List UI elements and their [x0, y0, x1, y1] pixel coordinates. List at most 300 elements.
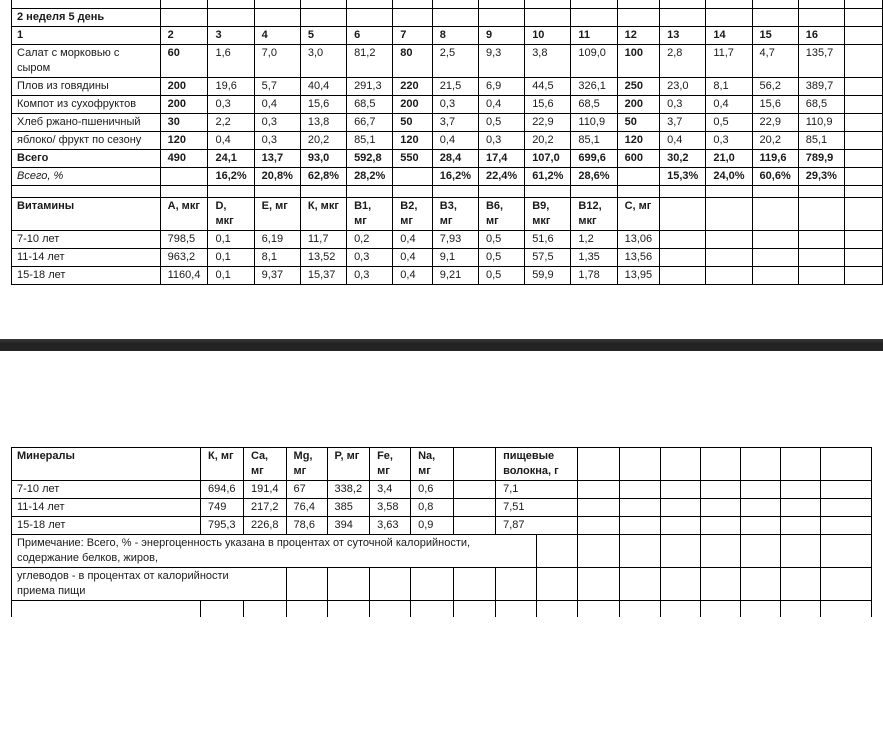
empty-cell: [254, 186, 300, 198]
fiber-column-header: пищевые волокна, г: [496, 448, 578, 481]
mineral-value: 76,4: [286, 499, 327, 517]
food-name: Плов из говядины: [12, 78, 161, 96]
vitamin-value: 15,37: [300, 267, 346, 285]
empty-cell: [844, 27, 882, 45]
column-number: 16: [798, 27, 844, 45]
empty-cell: [752, 186, 798, 198]
note-line: Примечание: Всего, % - энергоценность указана в процентах от суточной калорийности,: [17, 537, 471, 549]
empty-cell: [286, 568, 327, 601]
empty-cell: [620, 499, 661, 517]
empty-cell: [393, 9, 433, 27]
spacer-row: [12, 186, 883, 198]
vitamin-value: 57,5: [525, 249, 571, 267]
food-value: 0,5: [706, 114, 752, 132]
empty-cell: [478, 186, 524, 198]
vitamins-header-row: [12, 198, 883, 231]
empty-cell: [454, 499, 496, 517]
food-value: 0,4: [432, 132, 478, 150]
empty-cell: [752, 249, 798, 267]
empty-cell: [478, 0, 524, 9]
food-value: 0,3: [706, 132, 752, 150]
vitamin-row: [12, 249, 883, 267]
total-percent-value: 15,3%: [660, 168, 706, 186]
food-value: 3,8: [525, 45, 571, 78]
empty-cell: [620, 535, 661, 568]
empty-cell: [661, 517, 701, 535]
total-percent-value: 28,6%: [571, 168, 617, 186]
empty-cell: [781, 499, 821, 517]
mineral-value: 67: [286, 481, 327, 499]
empty-cell: [578, 568, 620, 601]
food-value: 19,6: [208, 78, 254, 96]
food-value: 220: [393, 78, 433, 96]
food-value: 9,3: [478, 45, 524, 78]
empty-cell: [620, 481, 661, 499]
empty-cell: [706, 249, 752, 267]
minerals-table: [11, 447, 872, 617]
empty-cell: [208, 9, 254, 27]
fiber-value: 7,87: [496, 517, 578, 535]
total-value: 28,4: [432, 150, 478, 168]
total-value: 550: [393, 150, 433, 168]
mineral-row: [12, 517, 872, 535]
empty-cell: [254, 0, 300, 9]
food-value: 2,2: [208, 114, 254, 132]
food-value: 200: [617, 96, 660, 114]
empty-cell: [661, 601, 701, 618]
mineral-value: 385: [327, 499, 370, 517]
mineral-value: 217,2: [244, 499, 287, 517]
note-text-2: [12, 568, 287, 601]
empty-cell: [844, 9, 882, 27]
empty-cell: [201, 601, 244, 618]
food-value: 4,7: [752, 45, 798, 78]
total-value: 490: [160, 150, 208, 168]
empty-cell: [454, 448, 496, 481]
food-value: 6,9: [478, 78, 524, 96]
food-value: 0,3: [432, 96, 478, 114]
empty-cell: [661, 481, 701, 499]
food-value: 22,9: [752, 114, 798, 132]
empty-cell: [701, 568, 741, 601]
vitamin-column-header: В3, мг: [432, 198, 478, 231]
empty-cell: [454, 568, 496, 601]
empty-cell: [454, 517, 496, 535]
mineral-value: 226,8: [244, 517, 287, 535]
vitamin-value: 0,5: [478, 267, 524, 285]
vitamin-value: 6,19: [254, 231, 300, 249]
food-value: 68,5: [571, 96, 617, 114]
food-value: 0,4: [478, 96, 524, 114]
food-value: 20,2: [525, 132, 571, 150]
empty-cell: [617, 186, 660, 198]
column-number: 7: [393, 27, 433, 45]
empty-cell: [781, 601, 821, 618]
empty-cell: [844, 249, 882, 267]
empty-cell: [798, 267, 844, 285]
vitamin-row: [12, 231, 883, 249]
empty-cell: [844, 186, 882, 198]
empty-cell: [478, 9, 524, 27]
vitamin-column-header: С, мг: [617, 198, 660, 231]
empty-cell: [578, 535, 620, 568]
empty-cell: [844, 168, 882, 186]
total-value: 107,0: [525, 150, 571, 168]
empty-cell: [752, 0, 798, 9]
vitamins-section-label: Витамины: [12, 198, 161, 231]
partial-row-bottom: [12, 601, 872, 618]
empty-cell: [660, 249, 706, 267]
food-value: 0,3: [478, 132, 524, 150]
note-text-1: [12, 535, 537, 568]
food-value: 250: [617, 78, 660, 96]
mineral-row: [12, 499, 872, 517]
empty-cell: [821, 601, 872, 618]
empty-cell: [300, 186, 346, 198]
mineral-column-header: Mg, мг: [286, 448, 327, 481]
empty-cell: [525, 0, 571, 9]
empty-cell: [844, 150, 882, 168]
empty-cell: [781, 535, 821, 568]
food-value: 0,4: [706, 96, 752, 114]
empty-cell: [821, 448, 872, 481]
food-value: 135,7: [798, 45, 844, 78]
empty-cell: [781, 568, 821, 601]
empty-cell: [706, 231, 752, 249]
food-row: [12, 114, 883, 132]
food-value: 326,1: [571, 78, 617, 96]
empty-cell: [571, 9, 617, 27]
empty-cell: [660, 0, 706, 9]
empty-cell: [798, 0, 844, 9]
empty-cell: [620, 448, 661, 481]
note-row-1: [12, 535, 872, 568]
mineral-value: 394: [327, 517, 370, 535]
partial-row-top: [12, 0, 883, 9]
empty-cell: [537, 601, 578, 618]
vitamin-value: 13,95: [617, 267, 660, 285]
mineral-row: [12, 481, 872, 499]
food-value: 85,1: [347, 132, 393, 150]
food-value: 200: [160, 78, 208, 96]
empty-cell: [844, 198, 882, 231]
empty-cell: [347, 186, 393, 198]
total-value: 24,1: [208, 150, 254, 168]
food-value: 200: [393, 96, 433, 114]
empty-cell: [701, 517, 741, 535]
vitamin-value: 0,3: [347, 267, 393, 285]
note-line: приема пищи: [17, 585, 86, 597]
food-value: 7,0: [254, 45, 300, 78]
vitamin-value: 9,1: [432, 249, 478, 267]
empty-cell: [208, 186, 254, 198]
vitamin-row: [12, 267, 883, 285]
week-day-label: 2 неделя 5 день: [12, 9, 161, 27]
food-value: 20,2: [752, 132, 798, 150]
total-percent-value: 61,2%: [525, 168, 571, 186]
empty-cell: [347, 9, 393, 27]
vitamin-value: 963,2: [160, 249, 208, 267]
food-value: 120: [160, 132, 208, 150]
empty-cell: [411, 568, 454, 601]
food-value: 0,3: [208, 96, 254, 114]
minerals-header-section: [12, 448, 872, 481]
empty-cell: [661, 568, 701, 601]
vitamin-column-header: В1, мг: [347, 198, 393, 231]
empty-cell: [844, 96, 882, 114]
mineral-value: 3,4: [370, 481, 411, 499]
empty-cell: [752, 267, 798, 285]
empty-cell: [661, 535, 701, 568]
empty-cell: [208, 0, 254, 9]
empty-cell: [12, 0, 161, 9]
empty-cell: [496, 601, 537, 618]
empty-cell: [393, 186, 433, 198]
column-number: 12: [617, 27, 660, 45]
mineral-column-header: Fe, мг: [370, 448, 411, 481]
food-value: 50: [393, 114, 433, 132]
vitamin-column-header: Е, мг: [254, 198, 300, 231]
vitamin-column-header: К, мкг: [300, 198, 346, 231]
empty-cell: [571, 0, 617, 9]
vitamin-value: 0,4: [393, 249, 433, 267]
food-row: [12, 132, 883, 150]
food-value: 15,6: [300, 96, 346, 114]
total-percent-value: 20,8%: [254, 168, 300, 186]
food-name: яблоко/ фрукт по сезону: [12, 132, 161, 150]
empty-cell: [327, 568, 370, 601]
empty-cell: [741, 568, 781, 601]
vitamin-value: 7,93: [432, 231, 478, 249]
empty-cell: [12, 186, 161, 198]
food-value: 68,5: [798, 96, 844, 114]
column-number: 1: [12, 27, 161, 45]
empty-cell: [660, 267, 706, 285]
empty-cell: [454, 481, 496, 499]
vitamin-value: 1,35: [571, 249, 617, 267]
empty-cell: [844, 267, 882, 285]
empty-cell: [537, 568, 578, 601]
total-percent-label: Всего, %: [12, 168, 161, 186]
total-percent-value: 60,6%: [752, 168, 798, 186]
food-rows-section: [12, 45, 883, 150]
week-day-row: [12, 9, 883, 27]
vitamin-value: 11,7: [300, 231, 346, 249]
food-value: 13,8: [300, 114, 346, 132]
empty-cell: [160, 186, 208, 198]
vitamin-value: 9,21: [432, 267, 478, 285]
empty-cell: [741, 448, 781, 481]
column-numbers-row: [12, 27, 883, 45]
food-value: 100: [617, 45, 660, 78]
food-value: 15,6: [525, 96, 571, 114]
food-value: 0,4: [660, 132, 706, 150]
food-value: 60: [160, 45, 208, 78]
mineral-value: 3,63: [370, 517, 411, 535]
empty-cell: [821, 499, 872, 517]
empty-cell: [706, 9, 752, 27]
column-number: 5: [300, 27, 346, 45]
food-value: 44,5: [525, 78, 571, 96]
mineral-value: 191,4: [244, 481, 287, 499]
empty-cell: [454, 601, 496, 618]
food-value: 22,9: [525, 114, 571, 132]
vitamin-value: 0,4: [393, 231, 433, 249]
total-row: [12, 150, 883, 168]
vitamin-value: 0,2: [347, 231, 393, 249]
empty-cell: [254, 9, 300, 27]
total-percent-value: [617, 168, 660, 186]
empty-cell: [525, 186, 571, 198]
vitamin-value: 1160,4: [160, 267, 208, 285]
food-value: 110,9: [571, 114, 617, 132]
minerals-header-row: [12, 448, 872, 481]
food-value: 1,6: [208, 45, 254, 78]
empty-cell: [701, 448, 741, 481]
empty-cell: [706, 0, 752, 9]
menu-header-section: [12, 0, 883, 45]
empty-cell: [578, 517, 620, 535]
empty-cell: [370, 568, 411, 601]
total-label: Всего: [12, 150, 161, 168]
empty-cell: [741, 517, 781, 535]
empty-cell: [701, 601, 741, 618]
empty-cell: [844, 132, 882, 150]
empty-cell: [706, 198, 752, 231]
total-percent-value: 29,3%: [798, 168, 844, 186]
food-value: 0,3: [254, 114, 300, 132]
empty-cell: [244, 601, 287, 618]
food-value: 110,9: [798, 114, 844, 132]
vitamin-value: 1,2: [571, 231, 617, 249]
food-value: 30: [160, 114, 208, 132]
column-number: 9: [478, 27, 524, 45]
mineral-value: 78,6: [286, 517, 327, 535]
total-value: 600: [617, 150, 660, 168]
total-value: 789,9: [798, 150, 844, 168]
empty-cell: [525, 9, 571, 27]
empty-cell: [844, 0, 882, 9]
note-line: содержание белков, жиров,: [17, 552, 159, 564]
food-value: 40,4: [300, 78, 346, 96]
age-group-label: 11-14 лет: [12, 249, 161, 267]
food-value: 0,3: [254, 132, 300, 150]
column-number: 14: [706, 27, 752, 45]
food-value: 21,5: [432, 78, 478, 96]
empty-cell: [701, 499, 741, 517]
total-percent-value: 16,2%: [432, 168, 478, 186]
empty-cell: [821, 517, 872, 535]
food-value: 389,7: [798, 78, 844, 96]
mineral-column-header: К, мг: [201, 448, 244, 481]
total-percent-row: [12, 168, 883, 186]
fiber-value: 7,1: [496, 481, 578, 499]
mineral-value: 0,9: [411, 517, 454, 535]
empty-cell: [701, 535, 741, 568]
vitamins-rows-section: [12, 231, 883, 285]
age-group-label: 15-18 лет: [12, 517, 201, 535]
column-number: 11: [571, 27, 617, 45]
menu-nutrition-table: [11, 0, 883, 285]
empty-cell: [798, 249, 844, 267]
empty-cell: [821, 568, 872, 601]
empty-cell: [798, 231, 844, 249]
food-value: 85,1: [798, 132, 844, 150]
empty-cell: [741, 481, 781, 499]
empty-cell: [844, 78, 882, 96]
empty-cell: [300, 0, 346, 9]
mineral-column-header: Na, мг: [411, 448, 454, 481]
empty-cell: [660, 9, 706, 27]
age-group-label: 15-18 лет: [12, 267, 161, 285]
mineral-column-header: Ca, мг: [244, 448, 287, 481]
empty-cell: [393, 0, 433, 9]
empty-cell: [370, 601, 411, 618]
empty-cell: [661, 499, 701, 517]
food-value: 66,7: [347, 114, 393, 132]
food-value: 68,5: [347, 96, 393, 114]
vitamin-column-header: В12, мкг: [571, 198, 617, 231]
mineral-value: 0,8: [411, 499, 454, 517]
empty-cell: [706, 267, 752, 285]
vitamin-value: 1,78: [571, 267, 617, 285]
empty-cell: [617, 0, 660, 9]
food-value: 120: [393, 132, 433, 150]
minerals-rows-section: [12, 481, 872, 535]
empty-cell: [781, 481, 821, 499]
column-number: 13: [660, 27, 706, 45]
empty-cell: [798, 9, 844, 27]
empty-cell: [411, 601, 454, 618]
empty-cell: [160, 0, 208, 9]
food-value: 109,0: [571, 45, 617, 78]
note-line: углеводов - в процентах от калорийности: [17, 570, 229, 582]
empty-cell: [660, 198, 706, 231]
empty-cell: [12, 601, 201, 618]
minerals-section-label: Минералы: [12, 448, 201, 481]
column-number: 10: [525, 27, 571, 45]
food-row: [12, 78, 883, 96]
food-value: 2,5: [432, 45, 478, 78]
column-number: 4: [254, 27, 300, 45]
empty-cell: [286, 601, 327, 618]
food-value: 3,7: [432, 114, 478, 132]
empty-cell: [432, 9, 478, 27]
vitamin-value: 798,5: [160, 231, 208, 249]
empty-cell: [798, 198, 844, 231]
mineral-value: 0,6: [411, 481, 454, 499]
vitamin-column-header: В6, мг: [478, 198, 524, 231]
column-number: 6: [347, 27, 393, 45]
empty-cell: [578, 601, 620, 618]
food-value: 0,4: [254, 96, 300, 114]
vitamin-value: 0,1: [208, 231, 254, 249]
empty-cell: [432, 0, 478, 9]
note-section: [12, 535, 872, 618]
empty-cell: [660, 186, 706, 198]
mineral-value: 694,6: [201, 481, 244, 499]
column-number: 2: [160, 27, 208, 45]
empty-cell: [752, 9, 798, 27]
column-number: 3: [208, 27, 254, 45]
total-percent-value: 28,2%: [347, 168, 393, 186]
mineral-column-header: P, мг: [327, 448, 370, 481]
empty-cell: [706, 186, 752, 198]
empty-cell: [578, 481, 620, 499]
vitamin-column-header: D, мкг: [208, 198, 254, 231]
vitamin-value: 0,1: [208, 249, 254, 267]
total-value: 592,8: [347, 150, 393, 168]
